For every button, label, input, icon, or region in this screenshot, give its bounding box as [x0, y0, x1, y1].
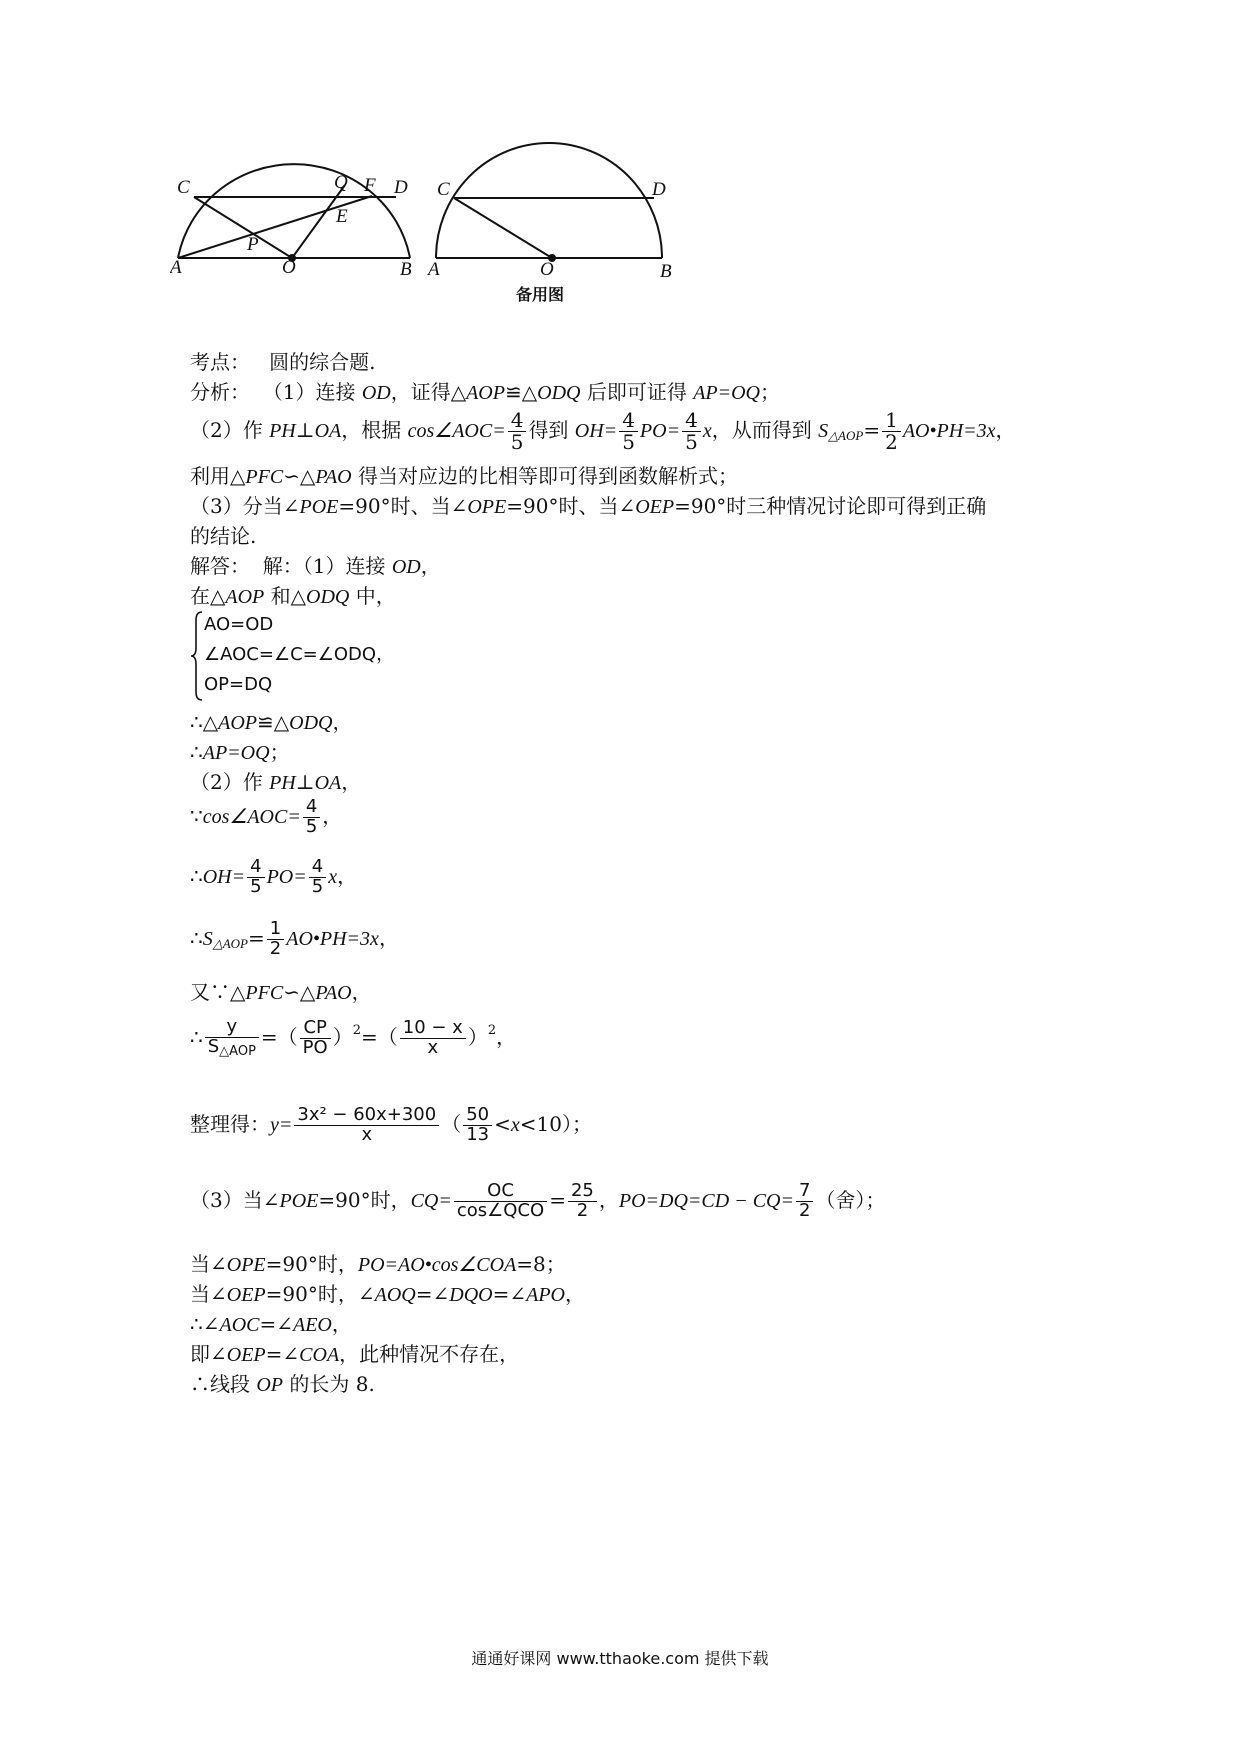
subscript: △AOP	[212, 935, 249, 951]
fig1-label-o: O	[282, 257, 296, 278]
text: ，	[995, 418, 1016, 442]
fig2-label-c: C	[437, 179, 450, 200]
text: =∠	[265, 1342, 300, 1366]
text: ∴	[190, 863, 203, 888]
math: OD	[361, 382, 391, 404]
numerator: 3x² − 60x+300	[294, 1106, 439, 1126]
jieda-line-7	[190, 858, 357, 897]
math: PO=AO•cos∠COA	[357, 1254, 517, 1276]
fig2-caption: 备用图	[516, 285, 565, 304]
denominator: cos∠QCO	[456, 1199, 545, 1221]
text: ∴	[190, 740, 203, 764]
numerator: 1	[267, 920, 284, 940]
text: ）	[467, 1024, 488, 1049]
math: x	[328, 865, 338, 888]
math: AP=OQ	[693, 382, 761, 404]
numerator: 4	[619, 410, 638, 432]
math: AOP	[225, 586, 265, 608]
text: ，	[351, 980, 372, 1004]
text: 当∠	[190, 1252, 227, 1276]
fraction	[463, 1106, 492, 1145]
text: =	[248, 925, 265, 950]
math: AEO	[293, 1314, 332, 1336]
fig2-label-o: O	[540, 259, 554, 280]
figures-svg	[170, 130, 730, 310]
math: PFC	[245, 466, 284, 488]
fig2-label-d: D	[652, 179, 666, 200]
text: ，根据	[341, 418, 408, 442]
fraction	[400, 1016, 466, 1058]
text: ，	[337, 863, 358, 888]
text: 中，	[349, 584, 396, 608]
text: ，证得△	[390, 380, 467, 404]
math: PO=	[639, 420, 681, 442]
math: DQO	[449, 1284, 493, 1306]
fraction	[267, 920, 284, 959]
text: =90°时，∠	[265, 1282, 375, 1306]
text: ∵	[190, 803, 203, 828]
numerator: 4	[309, 858, 326, 878]
math: x	[510, 1113, 520, 1136]
jieda-line-17	[190, 1368, 375, 1397]
numerator: 50	[463, 1106, 492, 1126]
brace-icon	[190, 610, 204, 702]
denominator-text: S	[207, 1035, 220, 1057]
denominator: x	[427, 1036, 439, 1058]
math: PH	[269, 772, 296, 794]
fenxi-line-4	[190, 490, 986, 519]
superscript: 2	[487, 1022, 497, 1038]
math: OEP	[226, 1344, 266, 1366]
text: =90°时、当∠	[506, 494, 636, 518]
math: PH	[269, 420, 296, 442]
math: ODQ	[537, 382, 581, 404]
fenxi-label: 分析：	[190, 380, 250, 404]
math: S	[202, 927, 213, 950]
fig2-label-a: A	[428, 259, 440, 280]
denominator: 2	[269, 937, 282, 959]
text: ）	[332, 1024, 353, 1049]
fig1-label-q: Q	[334, 172, 348, 193]
jieda-line-10	[190, 1018, 516, 1059]
numerator: 1	[882, 410, 901, 432]
system-line-2: ∠AOC=∠C=∠ODQ，	[204, 644, 395, 665]
text: =90°时，	[318, 1187, 411, 1212]
text: ∴∠	[190, 1312, 220, 1336]
jieda-line-14	[190, 1278, 585, 1307]
text: ，	[565, 1282, 585, 1306]
semicircle-2	[436, 143, 662, 258]
jieda-line-12	[190, 1182, 885, 1221]
numerator: 10 − x	[400, 1019, 466, 1039]
jieda-line-1	[190, 550, 441, 579]
text: =	[549, 1187, 566, 1212]
fig1-label-b: B	[400, 259, 412, 280]
text: =90°时、当∠	[338, 494, 468, 518]
math: PAO	[315, 982, 352, 1004]
math: AO•PH=3x	[902, 420, 996, 442]
subscript: △AOP	[828, 428, 864, 443]
kaodian-text: 圆的综合题.	[269, 350, 376, 374]
text: ≌△	[504, 380, 538, 404]
fenxi-line-5	[190, 520, 256, 549]
fraction	[568, 1182, 597, 1221]
text: ，	[598, 1187, 619, 1212]
math: APO	[526, 1284, 565, 1306]
math: cos∠AOC=	[407, 420, 506, 442]
numerator: 4	[303, 798, 320, 818]
math: AP=OQ	[202, 742, 270, 764]
text: <	[494, 1111, 511, 1136]
text: ∴△	[190, 710, 219, 734]
math: S	[818, 420, 829, 442]
text: 利用△	[190, 464, 246, 488]
text: ，	[322, 803, 343, 828]
figure-2	[436, 143, 662, 258]
numerator: 4	[508, 410, 527, 432]
numerator: OC	[454, 1182, 547, 1202]
fraction	[303, 798, 320, 837]
fraction	[682, 410, 701, 453]
text: （3）分当∠	[190, 494, 300, 518]
text: 当∠	[190, 1282, 227, 1306]
math: x	[702, 420, 712, 442]
text: ∴	[190, 1024, 203, 1049]
numerator: 4	[682, 410, 701, 432]
jieda-label: 解答：	[190, 554, 250, 578]
fraction	[300, 1016, 331, 1058]
math: OH=	[574, 420, 618, 442]
math: AOP	[218, 712, 257, 734]
jieda-line-11	[190, 1106, 592, 1145]
text: 整理得：	[190, 1111, 270, 1136]
text: ，	[496, 1024, 517, 1049]
math: OPE	[467, 496, 507, 518]
text: =8；	[516, 1252, 566, 1276]
text: 的长为 8.	[283, 1372, 375, 1396]
fraction	[619, 410, 638, 453]
page-footer: 通通好课网 www.tthaoke.com 提供下载	[471, 1649, 769, 1668]
text: （1）连接	[262, 380, 362, 404]
math: AO•PH=3x	[286, 927, 379, 950]
text: 的结论.	[190, 524, 257, 548]
math: cos∠AOC=	[202, 805, 301, 828]
text: ，此种情况不存在，	[339, 1342, 520, 1366]
fenxi-line-2	[190, 410, 1016, 453]
math: ODQ	[306, 586, 350, 608]
text: ；	[269, 740, 290, 764]
system-line-1: AO=OD	[204, 614, 274, 635]
kaodian-line	[190, 346, 375, 375]
denominator	[205, 1035, 259, 1059]
text: ，	[332, 710, 353, 734]
math: OH=	[202, 865, 246, 888]
text: ∴线段	[190, 1372, 257, 1396]
math: OA	[314, 772, 342, 794]
math: PFC	[245, 982, 284, 1004]
numerator: y	[205, 1018, 259, 1038]
text: =（	[260, 1024, 298, 1049]
math: OP	[256, 1374, 284, 1396]
math: ODQ	[289, 712, 333, 734]
text: ≌△	[257, 710, 290, 734]
geometry-figures	[170, 130, 730, 310]
text: ，从而得到	[711, 418, 819, 442]
text: =∠	[492, 1282, 527, 1306]
jieda-line-5	[190, 766, 361, 795]
jieda-line-16	[190, 1338, 519, 1367]
math: OA	[314, 420, 342, 442]
math: PO=DQ=CD − CQ=	[618, 1189, 794, 1212]
fraction	[454, 1182, 547, 1221]
math: OPE	[226, 1254, 266, 1276]
denominator: 2	[885, 430, 898, 454]
numerator: 25	[568, 1182, 597, 1202]
numerator: 4	[247, 858, 264, 878]
text: ；	[760, 380, 781, 404]
fig2-label-b: B	[660, 261, 672, 282]
text: =（	[360, 1024, 398, 1049]
jieda-line-3	[190, 706, 352, 735]
fenxi-line-1	[190, 376, 780, 405]
fig1-label-e: E	[336, 206, 348, 227]
fraction	[882, 410, 901, 453]
text: =	[863, 418, 881, 442]
denominator: 2	[576, 1199, 589, 1221]
text: ，	[341, 770, 362, 794]
text: （舍）；	[815, 1187, 886, 1212]
text: ⊥	[295, 770, 315, 794]
jieda-line-4	[190, 736, 290, 765]
text: 解：（1）连接	[262, 554, 392, 578]
math: AOP	[466, 382, 505, 404]
segment-co-2	[454, 198, 552, 258]
subscript: △AOP	[219, 1043, 256, 1059]
numerator: 7	[796, 1182, 813, 1202]
text: ，	[378, 925, 399, 950]
jieda-line-9	[190, 976, 372, 1005]
system-line-3: OP=DQ	[204, 674, 273, 695]
fig1-label-c: C	[177, 177, 190, 198]
text: =90°时三种情况讨论即可得到正确	[674, 494, 987, 518]
fig1-label-a: A	[170, 257, 182, 278]
denominator: 5	[311, 875, 324, 897]
math: OEP	[635, 496, 675, 518]
math: PAO	[315, 466, 352, 488]
text: ∴	[190, 925, 203, 950]
fig1-label-p: P	[247, 234, 259, 255]
math: POE	[279, 1189, 319, 1212]
denominator: 13	[466, 1123, 490, 1145]
text: （3）当∠	[190, 1187, 280, 1212]
fraction	[796, 1182, 813, 1221]
kaodian-label: 考点：	[190, 350, 250, 374]
equation-system	[190, 610, 490, 702]
text: =∠	[259, 1312, 293, 1336]
math: AOQ	[374, 1284, 416, 1306]
denominator: 5	[305, 815, 318, 837]
jieda-line-13	[190, 1248, 566, 1277]
text: 后即可证得	[580, 380, 694, 404]
math: POE	[299, 496, 339, 518]
text: <10）；	[519, 1111, 592, 1136]
text: =∠	[415, 1282, 450, 1306]
text: =90°时，	[265, 1252, 358, 1276]
superscript: 2	[352, 1022, 361, 1038]
math: CQ=	[410, 1189, 452, 1212]
fraction	[508, 410, 527, 453]
math: y=	[270, 1113, 293, 1136]
fraction	[247, 858, 264, 897]
text: 得到	[528, 418, 575, 442]
text: 在△	[190, 584, 226, 608]
text: 和△	[264, 584, 307, 608]
fraction	[205, 1018, 259, 1059]
system-lines	[204, 610, 394, 700]
text: （2）作	[190, 418, 270, 442]
fraction	[294, 1106, 439, 1145]
jieda-line-8	[190, 920, 399, 959]
denominator: 5	[685, 430, 698, 454]
jieda-line-6	[190, 798, 342, 837]
fraction	[309, 858, 326, 897]
denominator: 5	[622, 430, 635, 454]
text: 得当对应边的比相等即可得到函数解析式；	[351, 464, 738, 488]
fenxi-line-3	[190, 460, 738, 489]
text: ，	[331, 1312, 352, 1336]
denominator: 5	[250, 875, 262, 897]
fig1-label-f: F	[364, 175, 376, 196]
denominator: PO	[302, 1036, 328, 1058]
math: COA	[299, 1344, 340, 1366]
text: ∽△	[283, 464, 316, 488]
fig1-label-d: D	[394, 177, 408, 198]
math: AOC	[219, 1314, 260, 1336]
text: ，	[420, 554, 441, 578]
math: OD	[391, 556, 421, 578]
denominator: 5	[510, 430, 524, 454]
numerator: CP	[300, 1019, 331, 1039]
denominator: 2	[798, 1199, 811, 1221]
denominator: x	[361, 1123, 373, 1145]
text: ⊥	[295, 418, 315, 442]
text: （2）作	[190, 770, 270, 794]
text: ∽△	[283, 980, 316, 1004]
jieda-line-15	[190, 1308, 352, 1337]
math: OEP	[226, 1284, 266, 1306]
text: 即∠	[190, 1342, 227, 1366]
math: PO=	[266, 865, 307, 888]
text: （	[441, 1111, 462, 1136]
text: 又∵△	[190, 980, 246, 1004]
jieda-line-2	[190, 580, 396, 609]
